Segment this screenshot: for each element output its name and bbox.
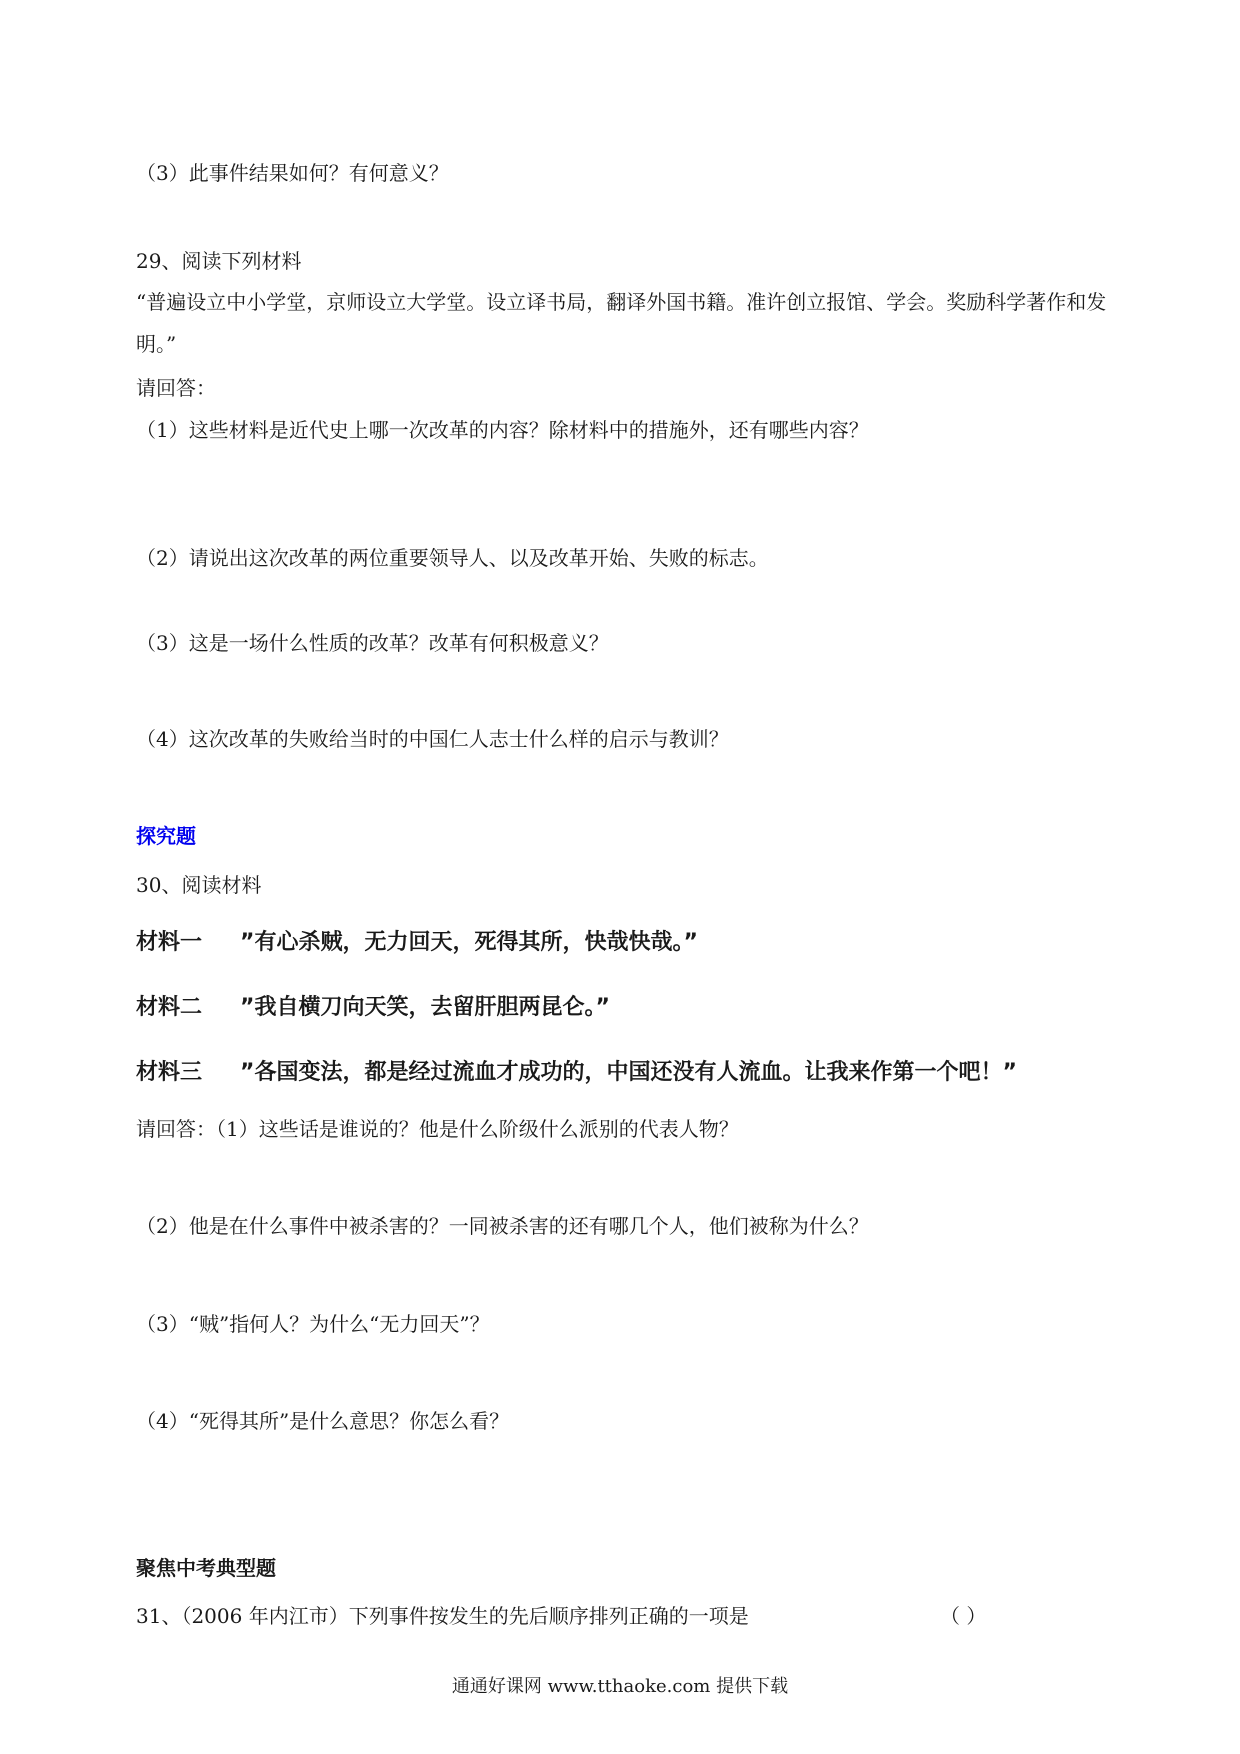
question-29-material: “普遍设立中小学堂，京师设立大学堂。设立译书局，翻译外国书籍。准许创立报馆、学会。奖励科学著作和发明。” — [136, 290, 1107, 356]
material-row-3 — [136, 1060, 1017, 1086]
question-31: 31、（2006 年内江市）下列事件按发生的先后顺序排列正确的一项是 — [136, 1604, 749, 1628]
material-label: 材料三 — [136, 1060, 203, 1085]
question-30-part-2: （2）他是在什么事件中被杀害的？一同被杀害的还有哪几个人，他们被称为什么？ — [136, 1214, 869, 1238]
question-30-title: 30、阅读材料 — [136, 873, 262, 897]
question-29-part-2: （2）请说出这次改革的两位重要领导人、以及改革开始、失败的标志。 — [136, 546, 769, 570]
question-29-part-1: （1）这些材料是近代史上哪一次改革的内容？除材料中的措施外，还有哪些内容？ — [136, 418, 869, 442]
question-29-title: 29、阅读下列材料 — [136, 249, 302, 273]
question-29-part-3: （3）这是一场什么性质的改革？改革有何积极意义？ — [136, 631, 609, 655]
section-heading-focus: 聚焦中考典型题 — [136, 1556, 276, 1580]
question-30-part-1: 请回答：（1）这些话是谁说的？他是什么阶级什么派别的代表人物？ — [136, 1117, 739, 1141]
material-quote: ”我自横刀向天笑，去留肝胆两昆仑。” — [240, 995, 610, 1020]
material-row-1 — [136, 930, 698, 956]
section-heading-explore: 探究题 — [136, 824, 196, 848]
material-quote: ”有心杀贼，无力回天，死得其所，快哉快哉。” — [240, 930, 698, 955]
material-row-2 — [136, 995, 610, 1021]
question-31-answer-blank: （ ） — [940, 1604, 987, 1628]
material-quote: ”各国变法，都是经过流血才成功的，中国还没有人流血。让我来作第一个吧！” — [240, 1060, 1017, 1085]
page-footer: 通通好课网 www.tthaoke.com 提供下载 — [451, 1676, 789, 1697]
material-label: 材料二 — [136, 995, 203, 1020]
question-29-part-4: （4）这次改革的失败给当时的中国仁人志士什么样的启示与教训？ — [136, 727, 729, 751]
question-28-part-3: （3）此事件结果如何？有何意义？ — [136, 161, 449, 185]
question-30-part-3: （3）“贼”指何人？为什么“无力回天”？ — [136, 1312, 490, 1336]
question-29-prompt: 请回答： — [136, 376, 216, 400]
material-label: 材料一 — [136, 930, 203, 955]
question-30-part-4: （4）“死得其所”是什么意思？你怎么看？ — [136, 1409, 510, 1433]
